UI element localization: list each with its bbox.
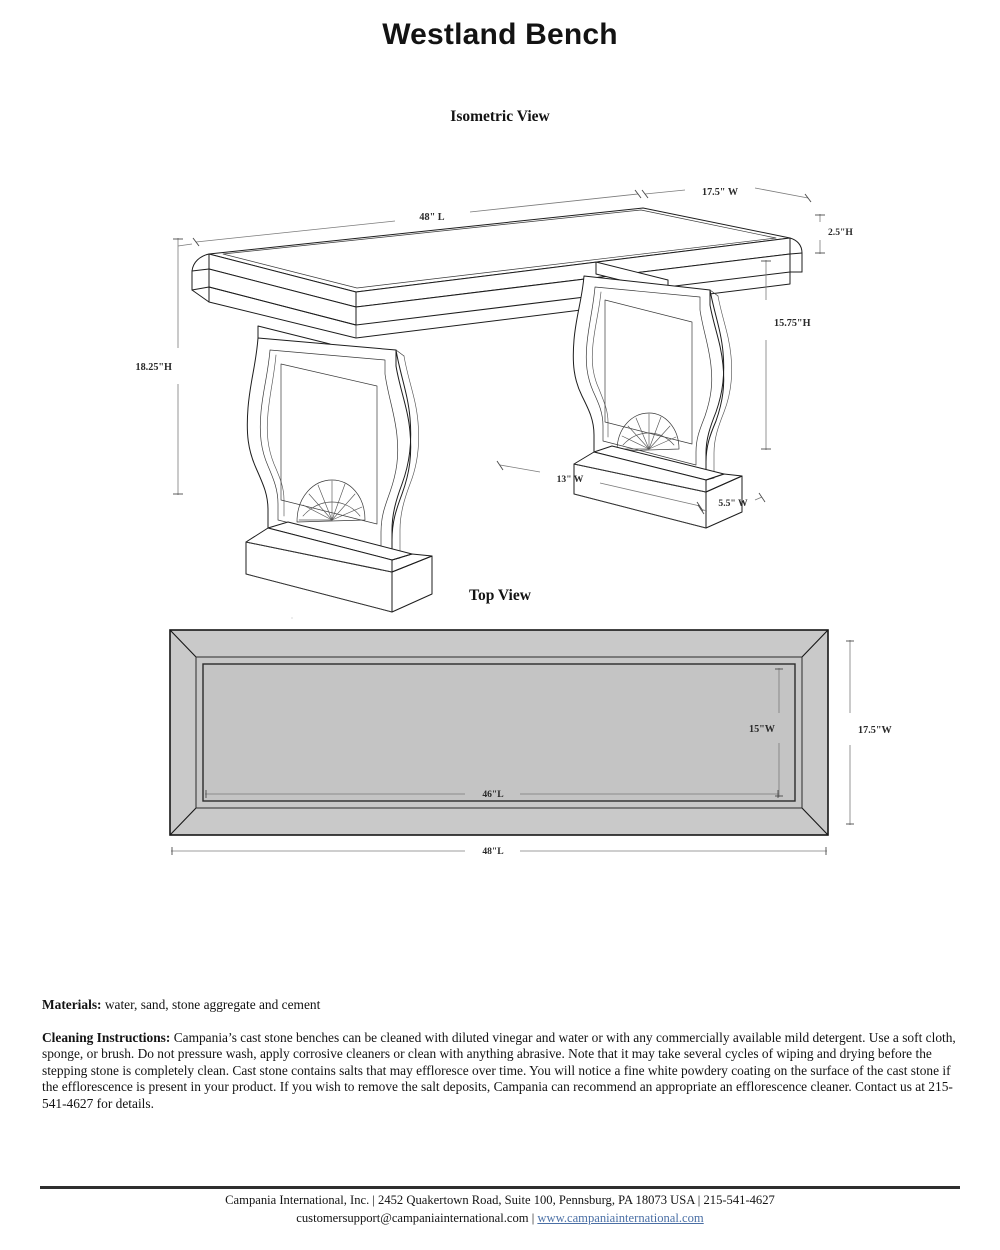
dimension-overall-height [135,238,192,495]
materials-label: Materials: [42,997,102,1012]
dimension-leg-height [761,260,811,450]
footer-divider [40,1186,960,1189]
dimension-label-seat-width: 17.5" W [701,187,739,198]
dimension-label-inner-length: 46"L [482,789,504,800]
dimension-label-length: 48" L [419,212,445,223]
top-view-title: Top View [469,587,531,604]
isometric-drawing [0,150,1000,550]
isometric-view-title: Isometric View [450,108,550,125]
isometric-svg [0,150,1000,550]
materials-paragraph [42,997,958,1013]
footer-address-line: Campania International, Inc. | 2452 Quakertown Road, Suite 100, Pennsburg, PA 18073 USA | 215-541-4627 [225,1193,775,1207]
dimension-label-overall-height: 18.25"H [135,362,172,373]
dimension-label-base-width: 13" W [556,474,584,485]
footer-contact-line [0,1210,1000,1228]
cleaning-label: Cleaning Instructions: [42,1030,171,1045]
dimension-label-leg-height: 15.75"H [774,318,811,329]
dimension-seat-width [642,187,811,202]
page-title: Westland Bench [382,18,618,51]
dimension-label-seat-thickness: 2.5"H [828,227,853,238]
footer-email[interactable]: customersupport@campaniainternational.com [296,1210,529,1225]
cleaning-instructions-paragraph [42,1030,958,1112]
bench-top-panel [203,664,795,801]
bench-left-leg [246,326,432,618]
dimension-label-base-depth: 5.5" W [718,498,748,509]
dimension-outer-width [846,640,892,825]
dimension-label-inner-width: 15"W [748,724,775,735]
cleaning-value: Campania’s cast stone benches can be cleaned with diluted vinegar and water or with any commercially available mild detergent. Use a soft cloth, sponge, or brush. Do not pressure wash, apply corrosive cleaners or clean with anything abrasive. Note that it may take several cycles of wiping and drying before the stepping stone is completely clean. Cast stone contains salts that may effloresce over time. You will notice a fine white powdery coating on the surface of the cast stone if the efflorescence is present in your product. If you wish to remove the salt deposits, Campania can recommend an appropriate an efflorescence cleaner. Contact us at 215-541-4627 for details. [42,1030,956,1111]
footer-separator: | [528,1210,538,1225]
dimension-label-outer-length: 48"L [482,846,504,857]
bench-right-leg [573,262,742,528]
top-view-drawing [0,615,1000,875]
dimension-outer-length [171,846,827,857]
footer [0,1192,1000,1227]
footer-website-link[interactable]: www.campaniainternational.com [537,1210,704,1225]
dimension-label-outer-width: 17.5"W [858,725,892,736]
dimension-seat-thickness [815,214,853,254]
top-view-svg [0,615,1000,875]
materials-value: water, sand, stone aggregate and cement [101,997,321,1012]
